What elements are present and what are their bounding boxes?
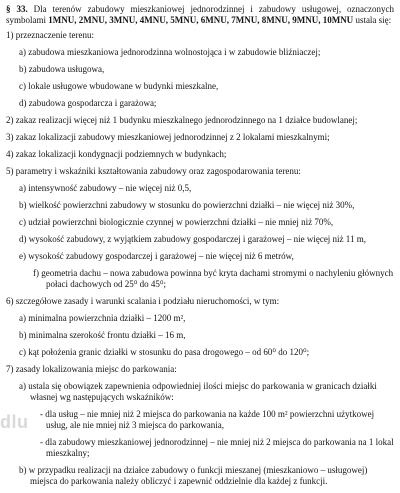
watermark: dlu (0, 412, 29, 432)
list-item: a) zabudowa mieszkaniowa jednorodzinna wolnostojąca i w zabudowie bliźniaczej; (19, 47, 321, 57)
list-item: b) minimalna szerokość frontu działki – 16 m, (19, 330, 186, 340)
list-item: a) ustala się obowiązek zapewnienia odpowiedniej ilości miejsc do parkowania w granicach działki własnej wg następujących wskaźników: (19, 381, 377, 402)
section-number: § 33. (6, 4, 28, 14)
zone-symbols: 1MNU, 2MNU, 3MNU, 4MNU, 5MNU, 6MNU, 7MNU, 8MNU, 9MNU, 10MNU (48, 15, 354, 25)
list-item: - dla usług – nie mniej niż 2 miejsca do parkowania na każde 100 m² powierzchni użytkowej usług, ale nie mniej niż 3 miejsca do parkowania, (40, 409, 375, 430)
header-text-a: Dla terenów zabudowy mieszkaniowej jednorodzinnej i zabudowy usługowej, oznaczonych symbolami (6, 4, 394, 25)
list-item: 6) szczegółowe zasady i warunki scalania i podziału nieruchomości, w tym: (6, 296, 280, 306)
section-header (6, 4, 394, 26)
list-item: d) wysokość zabudowy, z wyjątkiem zabudowy gospodarczej i garażowej – nie więcej niż 11 m, (19, 234, 366, 244)
list-item: 7) zasady lokalizowania miejsc do parkowania: (6, 364, 177, 374)
list-item: c) lokale usługowe wbudowane w budynki mieszkalne, (19, 81, 219, 91)
list-item: 5) parametry i wskaźniki kształtowania zabudowy oraz zagospodarowania terenu: (6, 166, 301, 176)
header-text-b: ustala się: (353, 15, 392, 25)
list-item: a) minimalna powierzchnia działki – 1200 m², (19, 313, 186, 323)
list-item: f) geometria dachu – nowa zabudowa powinna być kryta dachami stromymi o nachyleniu głównych połaci dachowych od 25⁰ do 45⁰; (33, 268, 394, 289)
list-item: a) intensywność zabudowy – nie więcej niż 0,5, (19, 183, 192, 193)
list-item: d) zabudowa gospodarcza i garażowa; (19, 98, 157, 108)
list-item: 4) zakaz lokalizacji kondygnacji podziemnych w budynkach; (6, 149, 227, 159)
list-item: c) kąt położenia granic działki w stosunku do pasa drogowego – od 60⁰ do 120⁰; (19, 347, 310, 357)
list-item: e) wysokość zabudowy gospodarczej i garażowej – nie więcej niż 6 metrów, (19, 251, 294, 261)
list-item: 3) zakaz lokalizacji zabudowy mieszkaniowej jednorodzinnej z 2 lokalami mieszkalnymi; (6, 132, 330, 142)
list-item: c) udział powierzchni biologicznie czynnej w powierzchni działki – nie mniej niż 70%, (19, 217, 334, 227)
list-item: b) wielkość powierzchni zabudowy w stosunku do powierzchni działki – nie więcej niż 30%, (19, 200, 355, 210)
list-item: b) w przypadku realizacji na działce zabudowy o funkcji mieszanej (mieszkaniowo – usługowej) miejsca do parkowania należy obliczyć i zapewnić oddzielnie dla każdej z funkcji. (19, 465, 368, 486)
list-item: - dla zabudowy mieszkaniowej jednorodzinnej – nie mniej niż 2 miejsca do parkowania na 1 lokal mieszkalny; (40, 437, 394, 458)
list-item: b) zabudowa usługowa, (19, 64, 105, 74)
list-item: 1) przeznaczenie terenu: (6, 30, 94, 40)
document-page (6, 4, 394, 493)
list-item: 2) zakaz realizacji więcej niż 1 budynku mieszkalnego jednorodzinnego na 1 działce budowlanej; (6, 115, 358, 125)
